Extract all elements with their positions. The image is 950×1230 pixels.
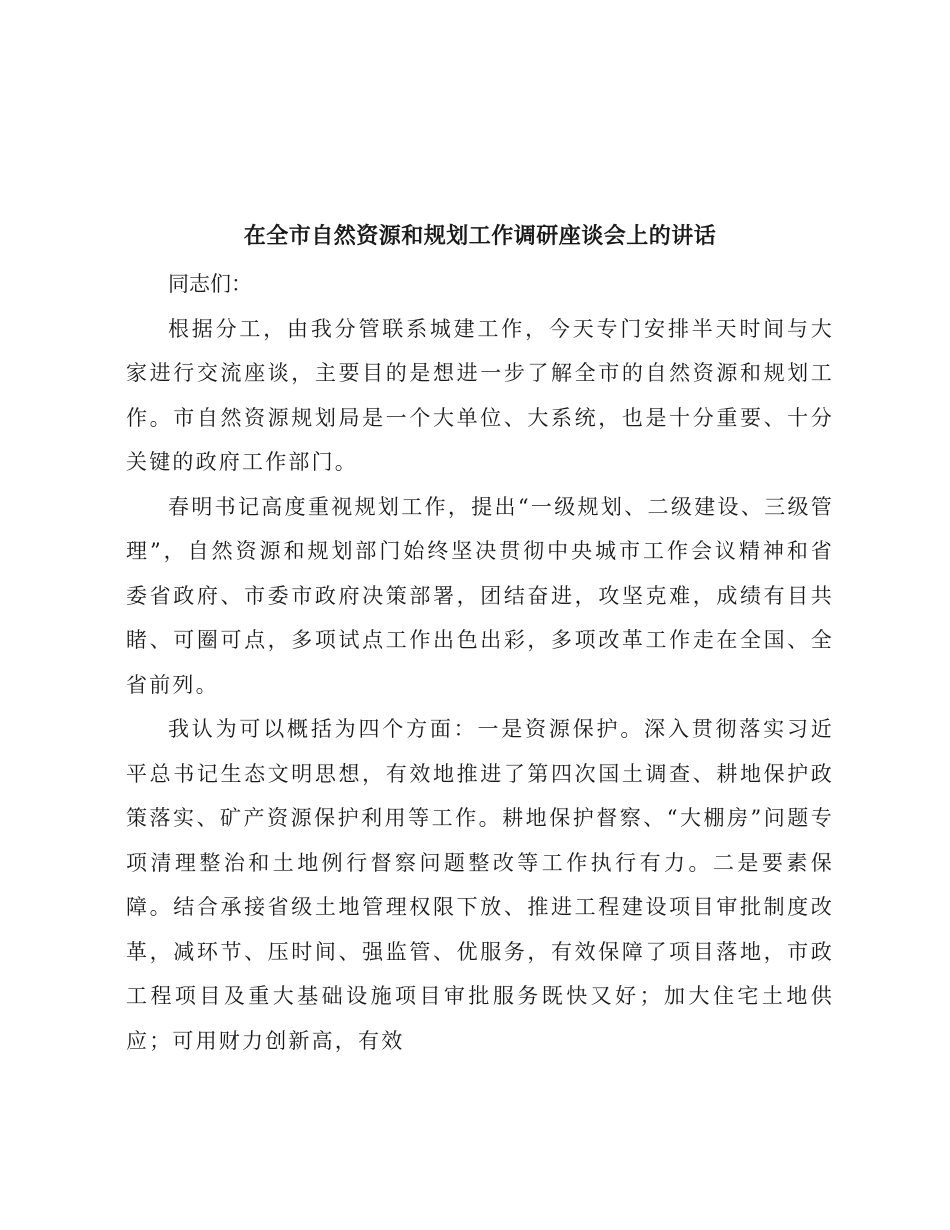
paragraph-1: 根据分工，由我分管联系城建工作，今天专门安排半天时间与大家进行交流座谈，主要目的是想进一步了解全市的自然资源和规划工作。市自然资源规划局是一个大单位、大系统，也是十分重要、十分关键的政府工作部门。 bbox=[126, 316, 834, 474]
paragraph-3: 我认为可以概括为四个方面：一是资源保护。深入贯彻落实习近平总书记生态文明思想，有效地推进了第四次国土调查、耕地保护政策落实、矿产资源保护利用等工作。耕地保护督察、“大棚房”问题专项清理整治和土地例行督察问题整改等工作执行有力。二是要素保障。结合承接省级土地管理权限下放、推进工程建设项目审批制度改革，减环节、压时间、强监管、优服务，有效保障了项目落地，市政工程项目及重大基础设施项目审批服务既快又好；加大住宅土地供应；可用财力创新高，有效 bbox=[126, 717, 834, 1053]
document-page bbox=[126, 216, 834, 1063]
salutation: 同志们： bbox=[168, 272, 252, 296]
paragraph-2: 春明书记高度重视规划工作，提出“一级规划、二级建设、三级管理”，自然资源和规划部门始终坚决贯彻中央城市工作会议精神和省委省政府、市委市政府决策部署，团结奋进，攻坚克难，成绩有目共睹、可圈可点，多项试点工作出色出彩，多项改革工作走在全国、全省前列。 bbox=[126, 494, 834, 697]
document-title: 在全市自然资源和规划工作调研座谈会上的讲话 bbox=[243, 223, 717, 249]
